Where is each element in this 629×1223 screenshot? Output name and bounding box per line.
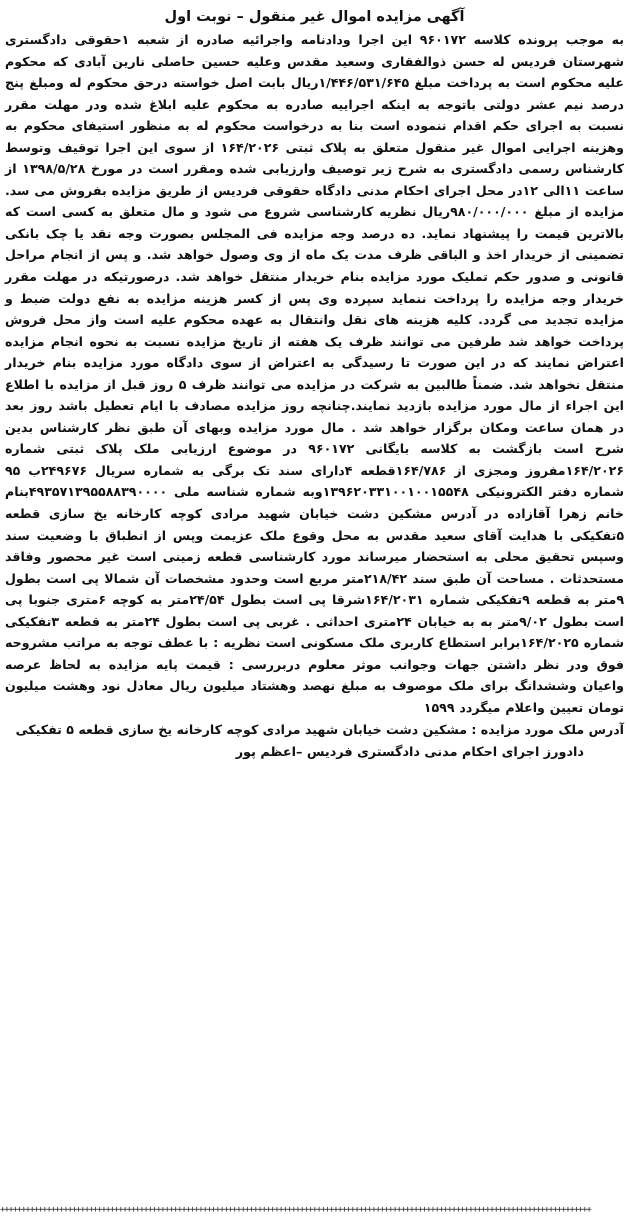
decorative-plus-border: ++++++++++++++++++++++++++++++++++++++++++++++++++++++++++++++++++++++++++++++++++++++++++++++++++++++++++++++++++++++++++++++++++++++++++++ [0,1205,591,1215]
auction-notice [5,6,624,1223]
property-address: آدرس ملک مورد مزایده : مشکین دشت خیابان شهید مرادی کوچه کارخانه یخ سازی قطعه ۵ تفکیکی [15,721,624,737]
notice-body: به موجب پرونده کلاسه ۹۶۰۱۷۲ این اجرا ودادنامه واجرائیه صادره از شعبه ۱حقوقی دادگستری شهرستان فردیس له حسن ذوالفقاری وسعید مقدس وعلیه حسین حاصلی نارین آبادی که محکوم علیه محکوم است به پرداخت مبلغ ۱/۴۴۶/۵۳۱/۶۴۵ریال بابت اصل خواسته درحق محکوم له ومبلغ پنج درصد نیم عشر دولتی باتوجه به اینکه اجراییه صادره به محکوم علیه ابلاغ شده ودر مهلت مقرر نسبت به اجرای حکم اقدام ننموده است بنا به درخواست محکوم له به منظور استیفای محکوم به وهزینه اجرایی اموال غیر منقول متعلق به پلاک ثبتی ۱۶۴/۲۰۲۶ از سوی این اجرا توقیف وتوسط کارشناس رسمی دادگستری به شرح زیر توصیف وارزیابی شده ومقرر است در مورخ ۱۳۹۸/۵/۲۸ از ساعت ۱۱الی ۱۲در محل اجرای احکام مدنی دادگاه حقوقی فردیس از طریق مزایده بفروش می سد. مزایده از مبلغ ۹۸۰/۰۰۰/۰۰۰ریال نظریه کارشناسی شروع می شود و مال متعلق به کسی است که بالاترین قیمت را پیشنهاد نماید. ده درصد وجه مزایده فی المجلس بصورت وجه نقد یا چک بانکی تضمینی از خریدار اخذ و الباقی ظرف مدت یک ماه از وی وصول خواهد شد. و پس از انجام مراحل قانونی و صدور حکم تملیک مورد مزایده بنام خریدار منتقل خواهد شد. درصورتیکه در مهلت مقرر خریدار وجه مزایده را پرداخت ننماید سپرده وی پس از کسر هزینه مزایده به نفع دولت ضبط و مزایده تجدید می گردد. کلیه هزینه های نقل وانتقال به عهده محکوم علیه است واز محل فروش پرداخت خواهد شد طرفین می توانند ظرف یک هفته از تاریخ مزایده نسبت به نحوه انجام مزایده اعتراض نمایند که در این صورت تا رسیدگی به اعتراض از سوی دادگاه مورد مزایده بنام خریدار منتقل نخواهد شد. ضمناً طالبین به شرکت در مزایده می توانند ظرف ۵ روز قبل از مزایده با اطلاع این اجراء از مال مورد مزایده بازدید نمایند.چنانچه روز مزایده مصادف با ایام تعطیل باشد روز بعد در همان ساعت ومکان برگزار خواهد شد . مال مورد مزایده وبهای آن طبق نظر کارشناس بدین شرح است بازگشت به کلاسه بایگانی ۹۶۰۱۷۲ در موضوع ارزیابی ملک پلاک ثبتی شماره ۱۶۴/۲۰۲۶مفروز ومجزی از ۱۶۴/۷۸۶قطعه ۴دارای سند تک برگی به شماره سریال ۲۴۹۶۷۶ب ۹۵ شماره دفتر الکترونیکی ۱۳۹۶۲۰۳۳۱۰۰۱۰۰۱۵۵۴۸وبه شماره شناسه ملی ۴۹۳۵۷۱۳۹۵۵۸۸۳۹۰۰۰۰بنام خانم زهرا آقازاده در آدرس مشکین دشت خیابان شهید مرادی کوچه کارخانه یخ سازی قطعه ۵تفکیکی با هدایت آقای سعید مقدس به محل وقوع ملک عزیمت وپس از انطباق با وضعیت سند وسپس تحقیق محلی به استحضار میرساند مورد کارشناسی قطعه زمینی است غیر محصور وفاقد مستحدثات . مساحت آن طبق سند ۲۱۸/۴۲متر مربع است وحدود مشخصات آن شمالا پی است بطول ۹متر به قطعه ۹تفکیکی شماره ۱۶۴/۲۰۳۱شرقا پی است بطول ۲۴/۵۴متر به کوچه ۶متری جنوبا پی است بطول ۹/۰۲متر به به خیابان ۲۴متری احداثی . غربی پی است بطول ۲۴متر به قطعه ۳تفکیکی شماره ۱۶۴/۲۰۲۵برابر استطاع کاربری ملک مسکونی است نظریه : با عطف توجه به مراتب مشروحه فوق ودر نظر داشتن جهات وجوانب موثر معلوم دربررسی : قیمت پایه مزایده به لحاظ عرصه واعیان وششدانگ برای ملک موصوف به مبلغ نهصد وهشتاد میلیون ریال معادل نود وهشت میلیون تومان تعیین واعلام میگردد ۱۵۹۹ [5,32,625,715]
signature: دادورز اجرای احکام مدنی دادگستری فردیس –اعظم پور [235,745,584,760]
notice-title: آگهی مزایده اموال غیر منقول – نوبت اول [164,9,465,25]
